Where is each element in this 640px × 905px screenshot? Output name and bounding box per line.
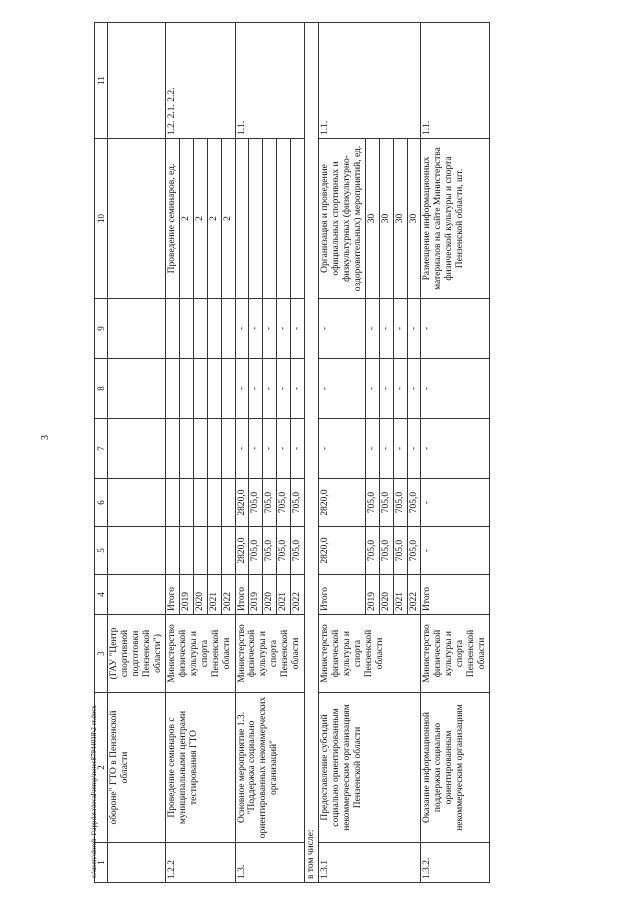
- total-funding-cell: 2820,0: [235, 527, 249, 575]
- regional-budget-cell: 705,0: [263, 479, 277, 527]
- column-header: 9: [95, 299, 108, 359]
- table-body: [108, 23, 490, 883]
- regional-budget-cell: 705,0: [291, 479, 305, 527]
- federal-budget-cell: [207, 419, 221, 479]
- indicator-cell: 2: [193, 139, 207, 299]
- indicator-cell: [263, 139, 277, 299]
- indicator-cell: 2: [221, 139, 235, 299]
- column-header: 6: [95, 479, 108, 527]
- local-budget-cell: -: [277, 359, 291, 419]
- responsible-executor: Министерство физической культуры и спорта Пензенской области: [319, 615, 421, 693]
- item-name: Оказание информационной поддержки социально ориентированным некоммерческим организациям: [421, 693, 490, 843]
- indicator-cell: Размещение информационных материалов на сайте Министерства физической культуры и спорта Пензенской области, шт.: [421, 139, 490, 299]
- federal-budget-cell: -: [365, 419, 379, 479]
- year-cell: 2019: [179, 575, 193, 615]
- year-cell: 2022: [221, 575, 235, 615]
- local-budget-cell: [108, 359, 166, 419]
- regional-budget-cell: [179, 479, 193, 527]
- other-sources-cell: -: [365, 299, 379, 359]
- federal-budget-cell: -: [319, 419, 366, 479]
- regional-budget-cell: [193, 479, 207, 527]
- other-sources-cell: -: [291, 299, 305, 359]
- regional-budget-cell: 705,0: [249, 479, 263, 527]
- other-sources-cell: [207, 299, 221, 359]
- total-funding-cell: [193, 527, 207, 575]
- other-sources-cell: [179, 299, 193, 359]
- column-header: 8: [95, 359, 108, 419]
- item-number: [108, 843, 166, 883]
- local-budget-cell: [207, 359, 221, 419]
- local-budget-cell: -: [379, 359, 393, 419]
- indicator-cell: 30: [365, 139, 379, 299]
- indicator-cell: 2: [207, 139, 221, 299]
- column-header: 10: [95, 139, 108, 299]
- year-cell: 2022: [407, 575, 421, 615]
- year-cell: Итого: [165, 575, 179, 615]
- indicator-cell: [277, 139, 291, 299]
- column-header: 5: [95, 527, 108, 575]
- total-funding-cell: 705,0: [249, 527, 263, 575]
- other-sources-cell: [193, 299, 207, 359]
- federal-budget-cell: [193, 419, 207, 479]
- regional-budget-cell: -: [421, 479, 490, 527]
- federal-budget-cell: -: [235, 419, 249, 479]
- local-budget-cell: [165, 359, 179, 419]
- federal-budget-cell: -: [393, 419, 407, 479]
- column-header: 1: [95, 843, 108, 883]
- other-sources-cell: [165, 299, 179, 359]
- total-funding-cell: [165, 527, 179, 575]
- federal-budget-cell: [179, 419, 193, 479]
- other-sources-cell: -: [319, 299, 366, 359]
- federal-budget-cell: -: [277, 419, 291, 479]
- other-sources-cell: -: [393, 299, 407, 359]
- local-budget-cell: -: [365, 359, 379, 419]
- federal-budget-cell: -: [421, 419, 490, 479]
- other-sources-cell: [221, 299, 235, 359]
- total-funding-cell: 705,0: [291, 527, 305, 575]
- year-cell: 2020: [379, 575, 393, 615]
- total-funding-cell: 705,0: [393, 527, 407, 575]
- total-funding-cell: 2820,0: [319, 527, 366, 575]
- other-sources-cell: -: [249, 299, 263, 359]
- other-sources-cell: -: [421, 299, 490, 359]
- indicator-cell: [108, 139, 166, 299]
- federal-budget-cell: -: [249, 419, 263, 479]
- other-sources-cell: -: [407, 299, 421, 359]
- table-row: [108, 23, 166, 883]
- total-funding-cell: 705,0: [379, 527, 393, 575]
- other-sources-cell: -: [263, 299, 277, 359]
- local-budget-cell: -: [421, 359, 490, 419]
- year-cell: 2021: [277, 575, 291, 615]
- other-sources-cell: [108, 299, 166, 359]
- item-number: 1.3.: [235, 843, 305, 883]
- indicator-cell: 30: [407, 139, 421, 299]
- responsible-executor: Министерство физической культуры и спорта Пензенской области: [235, 615, 305, 693]
- regional-budget-cell: 705,0: [277, 479, 291, 527]
- federal-budget-cell: -: [379, 419, 393, 479]
- regional-budget-cell: [108, 479, 166, 527]
- other-sources-cell: -: [379, 299, 393, 359]
- year-cell: 2021: [207, 575, 221, 615]
- year-cell: 2021: [393, 575, 407, 615]
- local-budget-cell: -: [291, 359, 305, 419]
- total-funding-cell: -: [421, 527, 490, 575]
- separator-row: [305, 23, 319, 883]
- regional-budget-cell: [207, 479, 221, 527]
- year-cell: [108, 575, 166, 615]
- year-cell: 2022: [291, 575, 305, 615]
- indicator-cell: Проведение семинаров, ед.: [165, 139, 179, 299]
- column-header: 4: [95, 575, 108, 615]
- federal-budget-cell: -: [291, 419, 305, 479]
- table-row: [235, 23, 249, 883]
- table-row: [421, 23, 490, 883]
- indicator-cell: Организация и проведение официальных спортивных и физкультурных (физкультурно-оздоровительных) мероприятий, ед.: [319, 139, 366, 299]
- regional-budget-cell: 705,0: [393, 479, 407, 527]
- item-name: обороне" ГТО в Пензенской области: [108, 693, 166, 843]
- indicator-cell: [235, 139, 249, 299]
- other-sources-cell: -: [277, 299, 291, 359]
- program-table-rotated: [94, 23, 604, 883]
- responsible-executor: Министерство физической культуры и спорта Пензенской области: [165, 615, 235, 693]
- item-name: Основное мероприятие 1.3. "Поддержка социально ориентированных некоммерческих организаций": [235, 693, 305, 843]
- local-budget-cell: -: [263, 359, 277, 419]
- indicator-cell: 30: [379, 139, 393, 299]
- indicator-cell: [291, 139, 305, 299]
- federal-budget-cell: -: [407, 419, 421, 479]
- item-number: 1.3.2.: [421, 843, 490, 883]
- regional-budget-cell: 705,0: [365, 479, 379, 527]
- federal-budget-cell: [108, 419, 166, 479]
- local-budget-cell: [193, 359, 207, 419]
- indicator-cell: [249, 139, 263, 299]
- regional-budget-cell: [221, 479, 235, 527]
- program-table: [94, 22, 490, 883]
- column-header: 3: [95, 615, 108, 693]
- local-budget-cell: -: [235, 359, 249, 419]
- year-cell: Итого: [235, 575, 249, 615]
- local-budget-cell: -: [319, 359, 366, 419]
- local-budget-cell: [221, 359, 235, 419]
- year-cell: Итого: [421, 575, 490, 615]
- column-header: 11: [95, 23, 108, 139]
- target-indicator-ref: 1.2. 2.1. 2.2.: [165, 23, 235, 139]
- regional-budget-cell: 2820,0: [235, 479, 249, 527]
- total-funding-cell: 705,0: [407, 527, 421, 575]
- total-funding-cell: 705,0: [263, 527, 277, 575]
- indicator-cell: 30: [393, 139, 407, 299]
- item-number: 1.3.1: [319, 843, 421, 883]
- year-cell: Итого: [319, 575, 366, 615]
- table-row: [319, 23, 366, 883]
- total-funding-cell: [221, 527, 235, 575]
- federal-budget-cell: -: [263, 419, 277, 479]
- local-budget-cell: -: [407, 359, 421, 419]
- total-funding-cell: [108, 527, 166, 575]
- column-header: 7: [95, 419, 108, 479]
- responsible-executor: Министерство физической культуры и спорта Пензенской области: [421, 615, 490, 693]
- year-cell: 2020: [263, 575, 277, 615]
- regional-budget-cell: 705,0: [379, 479, 393, 527]
- target-indicator-ref: [108, 23, 166, 139]
- total-funding-cell: 705,0: [277, 527, 291, 575]
- separator-label: в том числе:: [305, 23, 319, 883]
- table-row: [165, 23, 179, 883]
- responsible-executor: (ГАУ "Центр спортивной подготовки Пензенской области"): [108, 615, 166, 693]
- page-number: 3: [40, 435, 51, 440]
- target-indicator-ref: 1.1.: [235, 23, 305, 139]
- local-budget-cell: -: [249, 359, 263, 419]
- item-name: Проведение семинаров с муниципальными центрами тестирования ГТО: [165, 693, 235, 843]
- regional-budget-cell: [165, 479, 179, 527]
- item-name: Предоставление субсидий социально ориентированным некоммерческим организациям Пензенской области: [319, 693, 421, 843]
- item-number: 1.2.2: [165, 843, 235, 883]
- local-budget-cell: [179, 359, 193, 419]
- indicator-cell: 2: [179, 139, 193, 299]
- year-cell: 2020: [193, 575, 207, 615]
- footer-path: c:\users\dorob-1\appdata\local\temp\notes87944018\2-rr.docx: [90, 705, 98, 878]
- total-funding-cell: 705,0: [365, 527, 379, 575]
- other-sources-cell: -: [235, 299, 249, 359]
- regional-budget-cell: 2820,0: [319, 479, 366, 527]
- regional-budget-cell: 705,0: [407, 479, 421, 527]
- target-indicator-ref: 1.1.: [421, 23, 490, 139]
- column-header: 2: [95, 693, 108, 843]
- federal-budget-cell: [165, 419, 179, 479]
- year-cell: 2019: [249, 575, 263, 615]
- target-indicator-ref: 1.1.: [319, 23, 421, 139]
- federal-budget-cell: [221, 419, 235, 479]
- total-funding-cell: [179, 527, 193, 575]
- total-funding-cell: [207, 527, 221, 575]
- year-cell: 2019: [365, 575, 379, 615]
- local-budget-cell: -: [393, 359, 407, 419]
